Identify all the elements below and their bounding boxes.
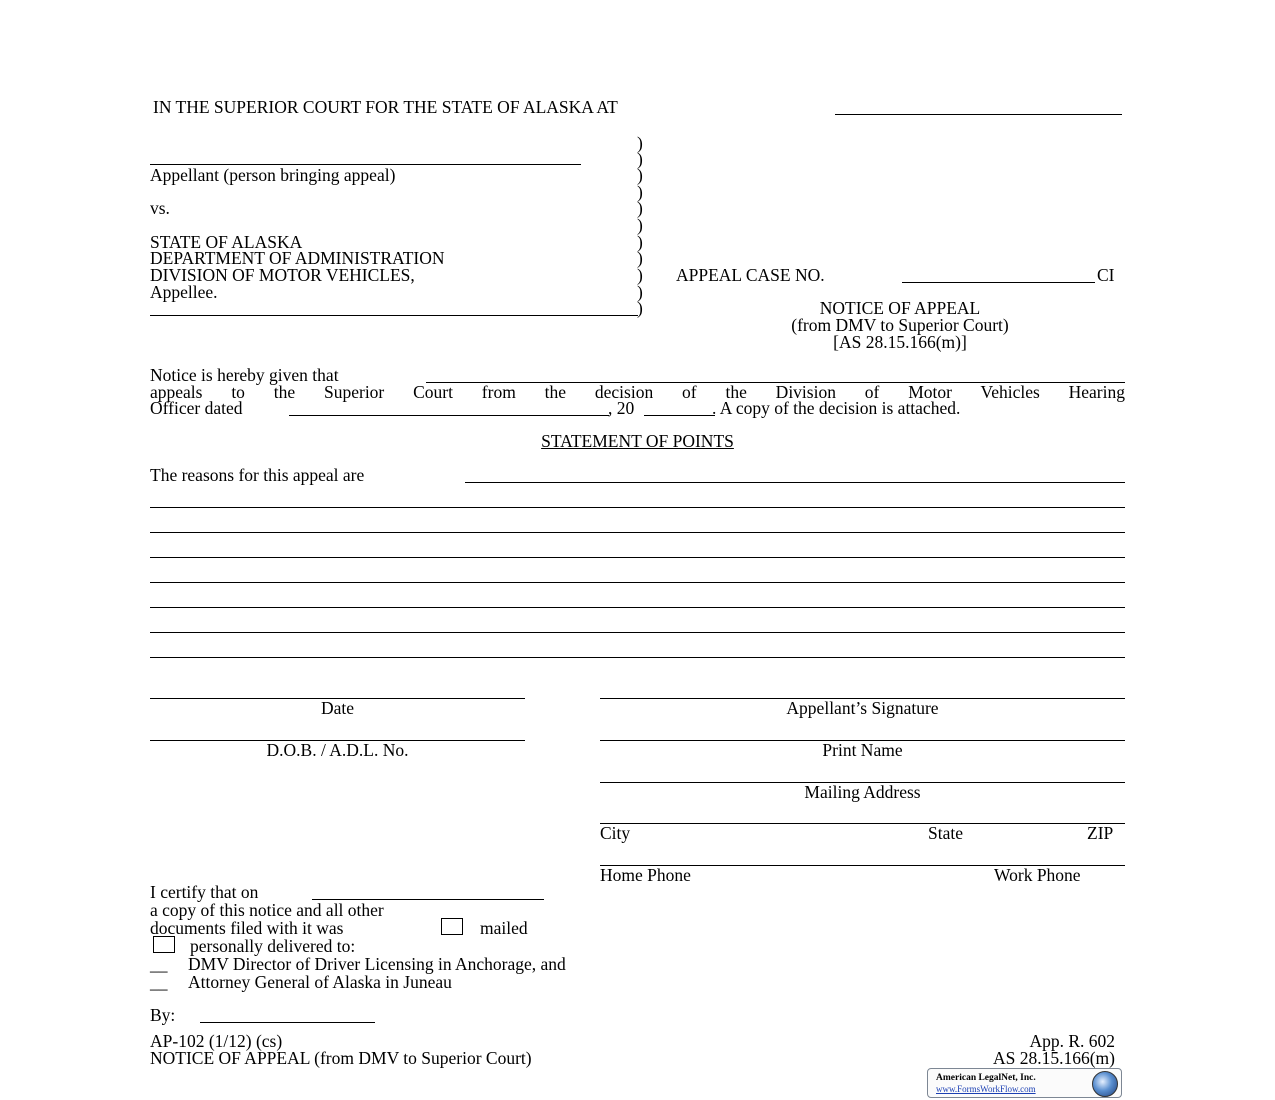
by-signature-field[interactable]	[200, 1022, 375, 1023]
appellant-label: Appellant (person bringing appeal)	[150, 165, 396, 185]
statute-citation: [AS 28.15.166(m)]	[833, 332, 967, 352]
company-name: American LegalNet, Inc.	[936, 1073, 1036, 1083]
recipient-1-blank[interactable]: __	[150, 954, 168, 974]
recipient-2-blank[interactable]: __	[150, 972, 168, 992]
notice-line-1: Notice is hereby given that	[150, 365, 339, 385]
reasons-line[interactable]	[150, 657, 1125, 658]
date-label: Date	[320, 698, 355, 718]
globe-icon	[1092, 1071, 1118, 1097]
case-number-suffix: CI	[1097, 265, 1115, 285]
by-label: By:	[150, 1005, 176, 1025]
mailed-checkbox[interactable]	[441, 918, 463, 935]
personally-delivered-checkbox[interactable]	[153, 936, 175, 953]
recipient-1-label: DMV Director of Driver Licensing in Anchorage, and	[188, 954, 566, 974]
reasons-line[interactable]	[150, 632, 1125, 633]
decision-date-field[interactable]	[289, 415, 609, 416]
court-heading: IN THE SUPERIOR COURT FOR THE STATE OF ALASKA AT	[153, 97, 618, 117]
caption-paren: )	[637, 248, 643, 268]
work-phone-label: Work Phone	[994, 865, 1081, 885]
reasons-line[interactable]	[150, 532, 1125, 533]
appellee-line-3: DIVISION OF MOTOR VEHICLES,	[150, 265, 415, 285]
print-name-label: Print Name	[822, 740, 903, 760]
mailed-label: mailed	[480, 918, 528, 938]
appellee-line-4: Appellee.	[150, 282, 218, 302]
notice-subtitle: (from DMV to Superior Court)	[791, 315, 1009, 335]
reasons-line[interactable]	[465, 482, 1125, 483]
reasons-label: The reasons for this appeal are	[150, 465, 365, 485]
case-number-field[interactable]	[902, 282, 1095, 283]
mailing-address-label: Mailing Address	[804, 782, 921, 802]
notice-line-2: appeals to the Superior Court from the decision of the Division of Motor Vehicles Hearing	[150, 382, 1125, 402]
certify-line-1: I certify that on	[150, 882, 259, 902]
reasons-line[interactable]	[150, 582, 1125, 583]
rule-reference: App. R. 602	[1029, 1031, 1115, 1051]
appellee-line-2: DEPARTMENT OF ADMINISTRATION	[150, 248, 445, 268]
legalnet-logo[interactable]	[927, 1068, 1122, 1098]
caption-paren: )	[637, 149, 643, 169]
decision-year-field[interactable]	[644, 415, 715, 416]
case-number-label: APPEAL CASE NO.	[676, 265, 825, 285]
form-title-footer: NOTICE OF APPEAL (from DMV to Superior Court)	[150, 1048, 532, 1068]
reasons-line[interactable]	[150, 607, 1125, 608]
certify-line-2: a copy of this notice and all other	[150, 900, 384, 920]
statute-reference: AS 28.15.166(m)	[992, 1048, 1115, 1068]
home-phone-label: Home Phone	[600, 865, 691, 885]
caption-paren: )	[637, 282, 643, 302]
city-label: City	[600, 823, 631, 843]
caption-paren: )	[637, 182, 643, 202]
vs-label: vs.	[150, 198, 170, 218]
notice-line-3-suffix: . A copy of the decision is attached.	[712, 398, 961, 418]
recipient-2-label: Attorney General of Alaska in Juneau	[188, 972, 452, 992]
personally-delivered-label: personally delivered to:	[190, 936, 356, 956]
dob-adl-label: D.O.B. / A.D.L. No.	[266, 740, 409, 760]
caption-paren: )	[637, 298, 643, 318]
zip-label: ZIP	[1087, 823, 1114, 843]
certify-line-3: documents filed with it was	[150, 918, 344, 938]
state-label: State	[928, 823, 963, 843]
caption-paren: )	[637, 215, 643, 235]
caption-paren: )	[637, 232, 643, 252]
court-location-field[interactable]	[835, 114, 1122, 115]
caption-bottom-rule	[150, 315, 638, 316]
caption-paren: )	[637, 165, 643, 185]
notice-line-3-prefix: Officer dated	[150, 398, 243, 418]
caption-paren: )	[637, 133, 643, 153]
website-link[interactable]: www.FormsWorkFlow.com	[936, 1084, 1036, 1094]
form-code: AP-102 (1/12) (cs)	[150, 1031, 283, 1051]
caption-paren: )	[637, 198, 643, 218]
caption-paren: )	[637, 265, 643, 285]
city-state-zip-field[interactable]	[600, 823, 1125, 824]
reasons-line[interactable]	[150, 557, 1125, 558]
statement-heading: STATEMENT OF POINTS	[541, 431, 734, 451]
appellee-line-1: STATE OF ALASKA	[150, 232, 303, 252]
reasons-line[interactable]	[150, 507, 1125, 508]
signature-label: Appellant’s Signature	[786, 698, 939, 718]
notice-title: NOTICE OF APPEAL	[819, 298, 981, 318]
notice-line-3-mid: , 20	[608, 398, 635, 418]
